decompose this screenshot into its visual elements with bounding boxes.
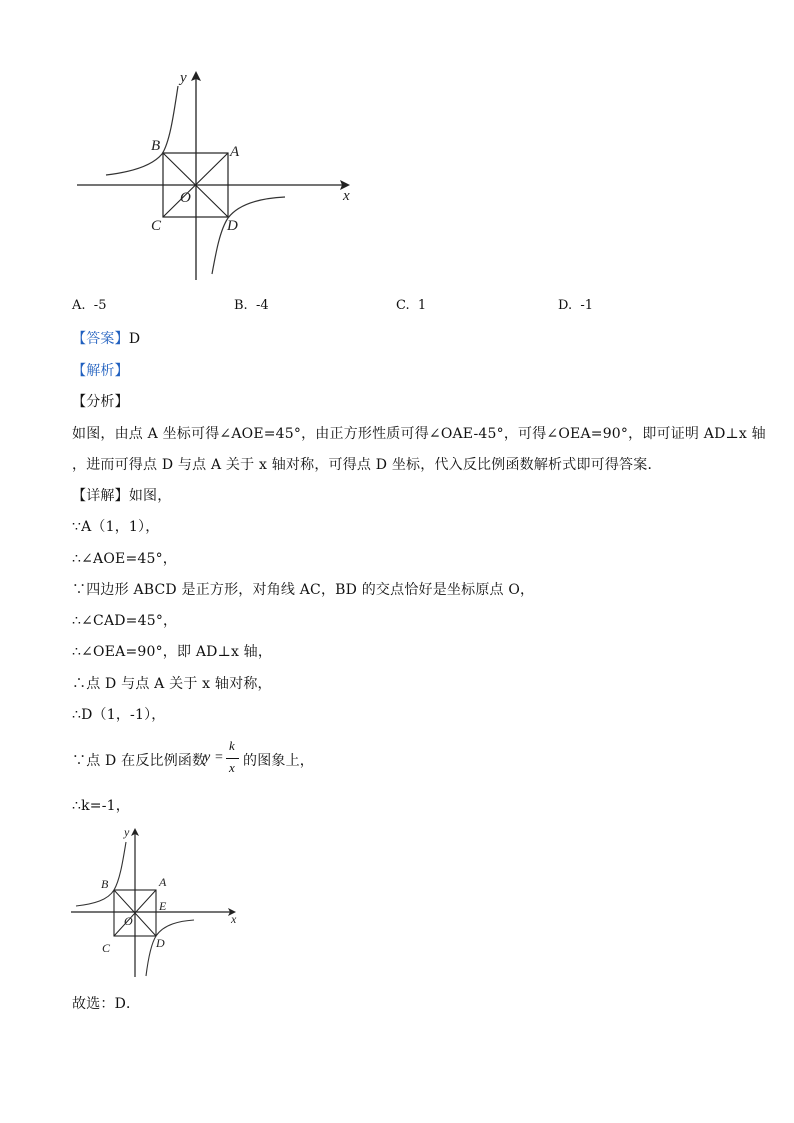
- label-point-b: B: [151, 138, 161, 154]
- label-point-o-2: O: [124, 914, 133, 928]
- label-point-d-2: D: [156, 936, 165, 950]
- step-function-after: 的图象上，: [243, 753, 314, 769]
- hyperbola-branch-upper-left: [106, 86, 178, 175]
- option-c[interactable]: [396, 298, 426, 313]
- figure-square-hyperbola-with-e: [66, 824, 246, 982]
- fraction-y: y: [204, 750, 211, 765]
- fenxi-line-1: 如图，由点 A 坐标可得∠AOE=45°，由正方形性质可得∠OAE-45°，可得∠OEA=90°，即可证明 AD⊥x 轴: [72, 426, 766, 442]
- analysis-tag: 【解析】: [72, 363, 129, 379]
- step-5: ∴∠OEA=90°，即 AD⊥x 轴，: [72, 644, 273, 660]
- fenxi-tag: 【分析】: [72, 394, 129, 410]
- figure-square-hyperbola: [70, 62, 370, 287]
- detail-intro: 如图，: [128, 488, 172, 504]
- step-7: ∴D（1，-1），: [72, 707, 166, 723]
- label-y-2: y: [124, 825, 130, 839]
- answer-line: [72, 328, 140, 348]
- label-point-e-2: E: [159, 899, 167, 913]
- hyperbola-branch-lower-right: [212, 197, 285, 274]
- step-1: ∵A（1，1），: [72, 519, 160, 535]
- label-point-b-2: B: [101, 877, 109, 891]
- fenxi-line-2: ，进而可得点 D 与点 A 关于 x 轴对称，可得点 D 坐标，代入反比例函数解析式即可得答案．: [72, 457, 662, 473]
- option-a-key: A.: [72, 298, 86, 313]
- fraction-bar: [226, 758, 239, 759]
- label-point-a: A: [230, 144, 240, 160]
- option-d-key: D.: [558, 298, 573, 313]
- fraction-denominator-x: x: [229, 760, 235, 775]
- step-2: ∴∠AOE=45°，: [72, 551, 177, 567]
- label-point-d: D: [227, 218, 238, 234]
- step-4: ∴∠CAD=45°，: [72, 613, 178, 629]
- hyperbola-branch-lower-right-2: [146, 920, 194, 976]
- option-c-key: C.: [396, 298, 410, 313]
- label-point-o: O: [180, 190, 191, 206]
- option-b[interactable]: [234, 298, 269, 313]
- label-point-c: C: [151, 218, 162, 234]
- option-b-value: -4: [255, 298, 269, 313]
- detail-tag: 【详解】: [72, 488, 129, 504]
- fraction-numerator-k: k: [229, 738, 235, 753]
- label-x: x: [343, 188, 350, 204]
- label-point-c-2: C: [102, 941, 111, 955]
- label-point-a-2: A: [159, 875, 167, 889]
- step-function-text: ∵点 D 在反比例函数: [72, 753, 207, 769]
- answer-tag: 【答案】: [72, 331, 129, 347]
- hyperbola-branch-upper-left-2: [76, 842, 126, 906]
- option-c-value: 1: [417, 298, 427, 313]
- conclusion: 故选：D．: [72, 996, 141, 1012]
- label-x-2: x: [231, 912, 237, 926]
- fraction-equals: =: [215, 750, 223, 765]
- step-6: ∴点 D 与点 A 关于 x 轴对称，: [72, 676, 272, 692]
- answer-value: D: [128, 331, 141, 347]
- step-3: ∵四边形 ABCD 是正方形，对角线 AC，BD 的交点恰好是坐标原点 O，: [72, 582, 535, 598]
- option-d[interactable]: [558, 298, 593, 313]
- option-a-value: -5: [93, 298, 107, 313]
- option-d-value: -1: [580, 298, 594, 313]
- step-k: ∴k=-1，: [72, 798, 130, 814]
- label-y: y: [180, 70, 187, 86]
- option-b-key: B.: [234, 298, 248, 313]
- detail-line: [72, 485, 171, 505]
- option-a[interactable]: [72, 298, 106, 313]
